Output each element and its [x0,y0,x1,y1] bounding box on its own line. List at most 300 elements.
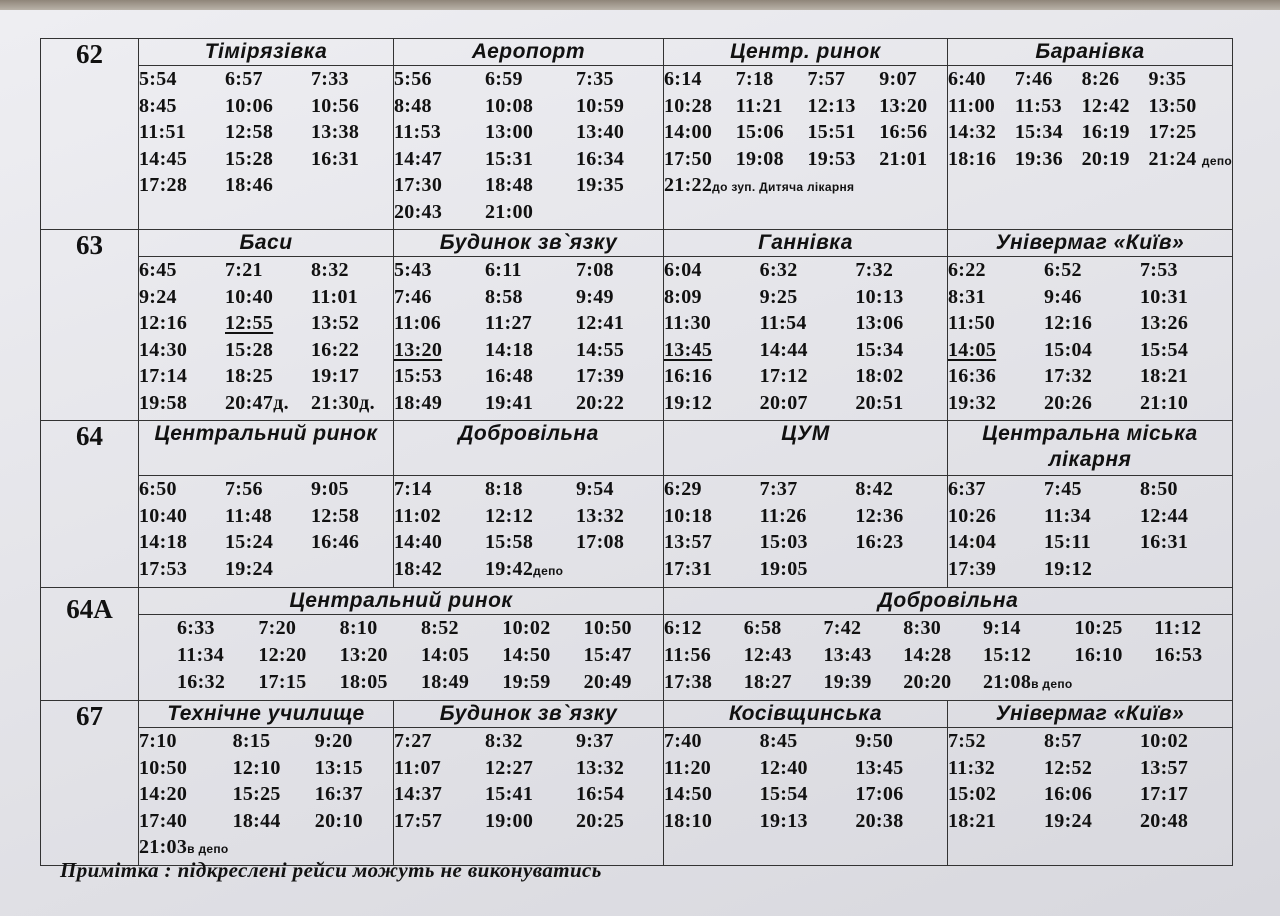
departure-time: 21:22 [664,174,713,196]
departure-time: 17:39 [576,365,625,387]
departure-time: 16:06 [1044,783,1093,805]
departure-time: 17:14 [139,365,188,387]
departure-time: 6:50 [139,478,177,500]
departure-time: 7:27 [394,730,432,752]
departure-time: 13:45 [664,338,713,361]
departure-time: 21:24 [1148,147,1197,170]
departure-time: 8:42 [855,478,894,500]
stop-name: Аеропорт [394,39,664,66]
departure-time: 10:31 [1140,285,1189,308]
departure-time: 18:21 [1140,365,1189,387]
departure-note: в депо [187,842,229,856]
times-cell [948,66,1233,230]
departure-time: 8:45 [139,94,177,117]
departure-time: 12:13 [807,94,856,117]
departure-time: 18:10 [664,809,713,832]
departure-time: 17:17 [1140,783,1189,805]
departure-time: 16:22 [311,338,360,361]
departure-time: 17:30 [394,174,443,196]
route-63-header-row [41,230,1233,257]
departure-time: 7:46 [1014,68,1053,90]
times-cell [948,728,1233,866]
departure-time: 12:16 [139,312,188,334]
departure-time: 15:11 [1044,531,1092,553]
departure-time: 10:13 [855,285,904,308]
departure-time: 15:28 [225,147,274,170]
departure-time: 10:18 [664,504,713,527]
departure-time: 7:33 [311,68,349,90]
departure-time: 7:14 [394,478,432,500]
departure-time: 15:54 [1140,338,1189,361]
departure-time: 10:56 [311,94,360,117]
departure-time: 7:18 [735,68,774,90]
times-cell [664,257,948,421]
departure-time: 15:04 [1044,338,1093,361]
departure-time: 16:16 [664,365,713,387]
departure-time: 17:57 [394,809,443,832]
departure-time: 13:40 [576,121,625,143]
departure-time: 11:20 [664,756,712,779]
departure-time: 18:05 [339,671,388,693]
departure-time: 21:08 [982,671,1032,693]
stop-name: Баси [139,230,394,257]
departure-time: 10:40 [225,285,274,308]
departure-time: 15:12 [982,644,1032,666]
departure-time: 13:20 [879,94,928,117]
departure-time: 15:02 [948,783,997,805]
departure-time: 7:20 [258,617,297,639]
times-cell [394,66,664,230]
departure-time: 18:21 [948,809,997,832]
departure-time: 16:36 [948,365,997,387]
times-cell [394,728,664,866]
departure-time: 17:39 [948,557,997,580]
departure-time: 10:50 [139,756,188,779]
departure-time: 13:43 [823,644,872,666]
departure-time: 14:05 [948,338,997,361]
departure-time: 19:17 [311,365,360,387]
departure-time: 19:24 [225,557,274,580]
departure-time: 14:05 [421,644,470,666]
departure-time: 7:52 [948,730,986,752]
departure-time: 11:56 [664,644,712,666]
departure-time: 6:37 [948,478,986,500]
times-cell [139,476,394,588]
route-64-times-row [41,476,1233,588]
departure-time: 21:01 [879,147,928,170]
departure-time: 19:36 [1014,147,1063,170]
departure-time: 13:00 [485,121,534,143]
last-departure [1148,146,1232,175]
departure-time: 14:20 [139,783,188,805]
departure-time: 15:34 [1014,121,1063,143]
departure-time: 16:23 [855,531,904,553]
departure-time: 6:11 [485,259,522,281]
departure-time: 7:56 [225,478,263,500]
departure-time: 9:14 [982,617,1021,639]
departure-time: 15:31 [485,147,534,170]
stop-name: Ганнівка [664,230,948,257]
stop-name: Універмаг «Київ» [948,701,1233,728]
departure-time: 9:54 [576,478,614,500]
departure-time: 20:51 [855,391,904,414]
departure-time: 14:37 [394,783,443,805]
departure-time: 12:16 [1044,312,1093,334]
departure-time: 11:06 [394,312,442,334]
departure-time: 11:34 [1044,504,1092,527]
departure-time: 7:46 [394,285,432,308]
times-cell [139,615,664,701]
departure-time: 14:00 [664,121,713,143]
departure-time: 13:57 [664,531,713,553]
departure-time: 17:25 [1148,121,1197,143]
departure-time: 13:26 [1140,312,1189,334]
departure-time: 18:02 [855,365,904,387]
departure-time: 18:48 [485,174,534,196]
departure-time: 16:48 [485,365,534,387]
departure-time: 19:39 [823,671,872,693]
stop-name: Баранівка [948,39,1233,66]
departure-time: 19:41 [485,391,534,414]
departure-time: 6:33 [177,617,215,639]
departure-time: 8:09 [664,285,702,308]
departure-time: 15:41 [485,783,534,805]
departure-time: 21:10 [1140,391,1189,414]
departure-time: 19:08 [735,147,784,170]
departure-time: 10:02 [502,617,551,639]
departure-time: 11:02 [394,504,442,527]
departure-time: 9:05 [311,478,349,500]
departure-time: 19:35 [576,174,625,196]
departure-time: 17:31 [664,557,713,580]
departure-time: 11:12 [1154,617,1202,639]
departure-time: 8:58 [485,285,523,308]
departure-time: 13:38 [311,121,360,143]
departure-time: 8:57 [1044,730,1082,752]
departure-time: 13:52 [311,312,360,334]
departure-time: 11:07 [394,756,442,779]
departure-time: 15:51 [807,121,856,143]
departure-time: 11:53 [1014,94,1062,117]
departure-time: 19:12 [664,391,713,414]
departure-time: 16:19 [1081,121,1130,143]
stop-name: Технічне училище [139,701,394,728]
departure-time: 7:57 [807,68,846,90]
departure-time: 20:19 [1081,147,1130,170]
departure-time: 14:30 [139,338,188,361]
departure-time: 20:47д. [225,391,289,414]
departure-time: 14:28 [903,644,952,666]
departure-time: 18:42 [394,557,443,580]
departure-time: 17:06 [855,783,904,805]
departure-time: 12:58 [225,121,274,143]
departure-time: 5:43 [394,259,432,281]
departure-time: 10:26 [948,504,997,527]
departure-time: 6:12 [664,617,702,639]
departure-time: 17:32 [1044,365,1093,387]
departure-time: 11:21 [735,94,783,117]
departure-time: 15:53 [394,365,443,387]
departure-time: 12:43 [743,644,792,666]
departure-time: 20:07 [759,391,808,414]
paper-sheet [0,10,1280,916]
departure-time: 15:54 [759,783,808,805]
stop-name: Універмаг «Київ» [948,230,1233,257]
departure-time: 5:56 [394,68,432,90]
stop-name: Центральний ринок [139,421,394,476]
departure-time: 12:58 [311,504,360,527]
departure-time: 8:30 [903,617,942,639]
departure-time: 19:12 [1044,557,1093,580]
departure-time: 8:45 [759,730,798,752]
departure-time: 9:07 [879,68,918,90]
departure-time: 16:46 [311,531,360,553]
departure-note: депо [1201,153,1232,168]
departure-time: 15:58 [485,531,534,553]
times-cell [948,476,1233,588]
times-cell [139,257,394,421]
departure-time: 8:32 [485,730,523,752]
departure-time: 13:20 [339,644,388,666]
departure-time: 7:10 [139,730,177,752]
departure-time: 8:52 [421,617,459,639]
departure-time: 6:04 [664,259,702,281]
departure-time: 7:08 [576,259,614,281]
departure-time: 6:59 [485,68,523,90]
departure-time: 13:45 [855,756,904,779]
departure-time: 20:43 [394,200,443,223]
departure-time: 13:57 [1140,756,1189,779]
stop-name: Центральний ринок [139,588,664,615]
stop-name: Добровільна [394,421,664,476]
departure-time: 14:04 [948,531,997,553]
departure-time: 18:27 [743,671,792,693]
departure-time: 21:30д. [311,391,375,414]
times-cell [664,476,948,588]
departure-time: 9:50 [855,730,894,752]
departure-time: 9:49 [576,285,614,308]
departure-time: 14:47 [394,147,443,170]
departure-time: 20:48 [1140,809,1189,832]
departure-time: 12:55 [225,312,274,334]
route-number: 67 [41,701,139,866]
departure-time: 7:21 [225,259,263,281]
departure-time: 16:34 [576,147,625,170]
times-cell [664,66,948,230]
stop-name: Центр. ринок [664,39,948,66]
departure-time: 19:32 [948,391,997,414]
departure-time: 15:28 [225,338,274,361]
departure-time: 12:12 [485,504,534,527]
departure-time: 8:32 [311,259,349,281]
departure-time: 11:34 [177,644,225,666]
departure-time: 14:55 [576,338,625,361]
departure-time: 11:27 [485,312,533,334]
departure-time: 14:50 [664,783,713,805]
departure-time: 9:20 [314,730,353,752]
departure-time: 21:03 [139,836,188,858]
departure-time: 11:01 [311,285,359,308]
departure-time: 5:54 [139,68,177,90]
departure-time: 10:08 [485,94,534,117]
departure-time: 7:42 [823,617,862,639]
departure-time: 17:15 [258,671,307,693]
departure-time: 17:53 [139,557,188,580]
departure-time: 12:27 [485,756,534,779]
departure-time: 14:44 [759,338,808,361]
stop-name: ЦУМ [664,421,948,476]
times-cell [948,257,1233,421]
departure-time: 15:06 [735,121,784,143]
departure-time: 9:25 [759,285,798,308]
departure-time: 16:32 [177,671,226,693]
route-62-times-row [41,66,1233,230]
stop-name: Косівщинська [664,701,948,728]
departure-time: 19:05 [759,557,808,580]
departure-time: 6:58 [743,617,782,639]
departure-time: 19:53 [807,147,856,170]
departure-time: 8:48 [394,94,432,117]
departure-time: 7:35 [576,68,614,90]
departure-time: 14:18 [139,531,188,553]
departure-time: 8:31 [948,285,986,308]
departure-time: 15:24 [225,531,274,553]
departure-time: 20:49 [583,671,632,693]
departure-time: 7:45 [1044,478,1082,500]
departure-time: 19:58 [139,391,188,414]
stop-name: Центральна міська лікарня [948,421,1233,476]
stop-name: Тімірязівка [139,39,394,66]
schedule-table [40,38,1233,866]
departure-time: 15:34 [855,338,904,361]
departure-time: 16:53 [1154,644,1203,666]
departure-time: 17:12 [759,365,808,387]
stop-name: Будинок зв`язку [394,701,664,728]
times-cell [139,728,394,866]
departure-time: 16:37 [314,783,363,805]
departure-time: 16:31 [1140,531,1189,553]
route-64a-header-row [41,588,1233,615]
footnote: Примітка : підкреслені рейси можуть не виконуватись [60,858,602,882]
departure-time: 13:32 [576,756,625,779]
departure-time: 12:41 [576,312,625,334]
departure-time: 14:40 [394,531,443,553]
route-number: 62 [41,39,139,230]
departure-time: 6:22 [948,259,986,281]
departure-time: 18:16 [948,147,997,170]
route-67-header-row [41,701,1233,728]
departure-time: 17:40 [139,809,188,832]
departure-time: 12:44 [1140,504,1189,527]
departure-time: 6:52 [1044,259,1082,281]
departure-time: 20:25 [576,809,625,832]
departure-time: 18:49 [394,391,443,414]
route-64-header-row [41,421,1233,476]
last-departure [983,669,1073,698]
departure-time: 11:53 [394,121,442,143]
departure-time: 20:26 [1044,391,1093,414]
times-cell [664,615,1233,701]
departure-time: 15:03 [759,531,808,553]
departure-time: 19:42 [485,557,534,580]
departure-time: 11:26 [759,504,807,527]
departure-time: 6:45 [139,259,177,281]
departure-time: 8:50 [1140,478,1178,500]
departure-time: 20:22 [576,391,625,414]
departure-time: 16:54 [576,783,625,805]
departure-note: депо [533,563,564,578]
departure-time: 7:32 [855,259,894,281]
departure-time: 12:42 [1081,94,1130,117]
times-cell [394,476,664,588]
departure-time: 9:37 [576,730,614,752]
stop-name: Будинок зв`язку [394,230,664,257]
departure-time: 8:18 [485,478,523,500]
departure-time: 12:36 [855,504,904,527]
departure-time: 21:00 [485,200,534,223]
departure-time: 11:32 [948,756,996,779]
departure-time: 18:44 [232,809,281,832]
departure-time: 10:06 [225,94,274,117]
departure-time: 7:40 [664,730,702,752]
departure-time: 19:00 [485,809,534,832]
departure-time: 9:24 [139,285,177,308]
departure-time: 11:48 [225,504,273,527]
departure-time: 6:14 [664,68,702,90]
departure-time: 10:28 [664,94,713,117]
departure-time: 13:15 [314,756,363,779]
departure-time: 10:50 [583,617,632,639]
departure-time: 12:40 [759,756,808,779]
departure-time: 9:35 [1148,68,1187,90]
departure-time: 18:46 [225,174,274,196]
departure-time: 10:40 [139,504,188,527]
times-cell [664,728,948,866]
departure-note: в депо [1031,677,1073,691]
departure-time: 6:32 [759,259,798,281]
departure-time: 19:59 [502,671,551,693]
stop-name: Добровільна [664,588,1233,615]
departure-time: 17:08 [576,531,625,553]
departure-time: 16:31 [311,147,360,170]
departure-time: 20:20 [903,671,952,693]
route-67-times-row [41,728,1233,866]
departure-time: 11:00 [948,94,996,117]
departure-time: 14:50 [502,644,551,666]
departure-time: 7:37 [759,478,798,500]
departure-time: 20:38 [855,809,904,832]
departure-time: 19:13 [759,809,808,832]
last-departure [664,172,947,201]
departure-time: 13:06 [855,312,904,334]
departure-time: 16:56 [879,121,928,143]
departure-time: 11:51 [139,121,187,143]
route-number: 63 [41,230,139,421]
departure-time: 9:46 [1044,285,1082,308]
departure-time: 8:15 [232,730,271,752]
departure-time: 6:57 [225,68,263,90]
departure-time: 18:25 [225,365,274,387]
route-64a-times-row [41,615,1233,701]
departure-time: 12:20 [258,644,307,666]
departure-time: 18:49 [421,671,470,693]
departure-time: 13:50 [1148,94,1197,117]
departure-time: 15:47 [583,644,632,666]
departure-time: 16:10 [1074,644,1123,666]
departure-time: 10:59 [576,94,625,117]
departure-time: 7:53 [1140,259,1178,281]
departure-time: 11:54 [759,312,807,334]
